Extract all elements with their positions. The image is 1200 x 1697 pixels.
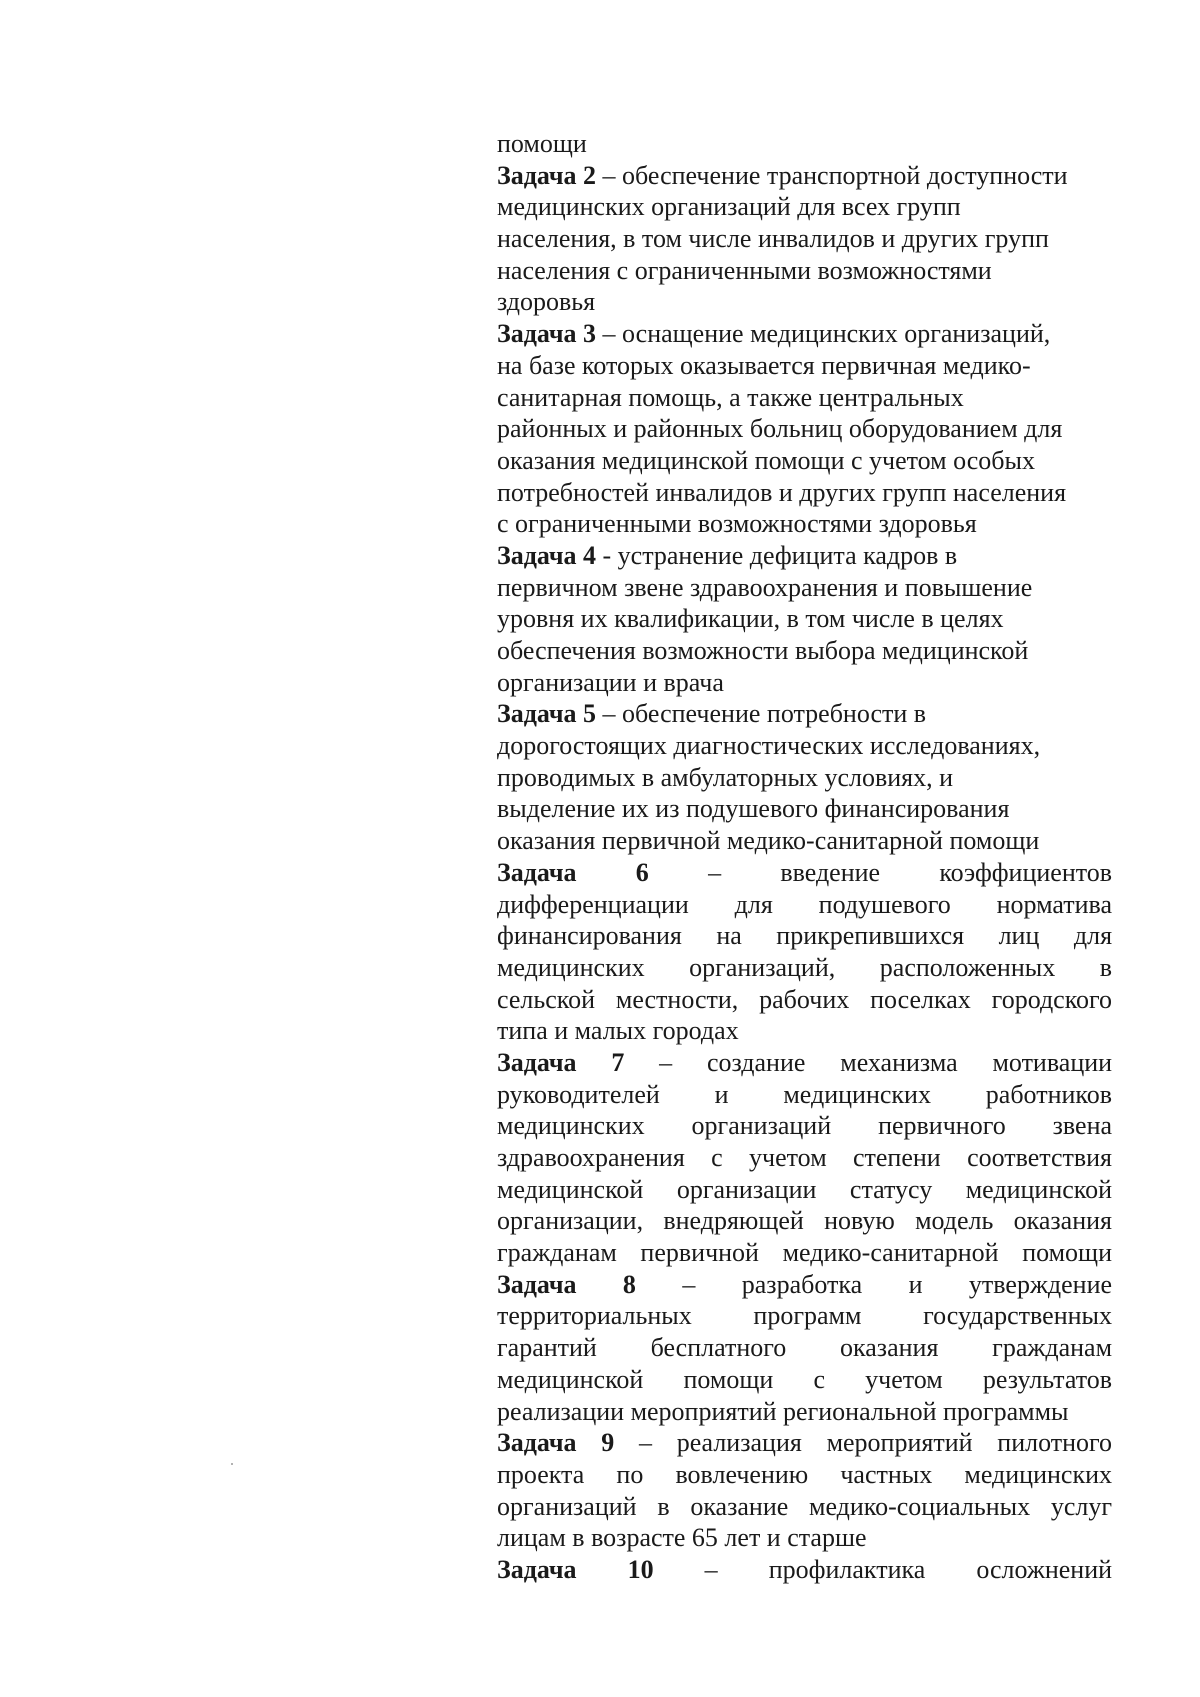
- word: –: [704, 1554, 718, 1584]
- text-line: [497, 1174, 1112, 1206]
- word: здравоохранения: [497, 1143, 685, 1172]
- document-text-column: [497, 128, 1112, 1586]
- text-line: [497, 1459, 1112, 1491]
- line-text: выделение их из подушевого финансирования: [497, 794, 1010, 824]
- line-text: районных и районных больниц оборудованием для: [497, 414, 1063, 444]
- task-label-word: 6: [635, 857, 649, 887]
- task-label: Задача 5: [497, 699, 596, 729]
- word: звена: [1052, 1111, 1112, 1141]
- text-line: [497, 350, 1112, 382]
- line-text: – обеспечение транспортной доступности: [596, 160, 1068, 190]
- text-line: [497, 191, 1112, 223]
- word: –: [708, 857, 722, 887]
- word: подушевого: [818, 889, 951, 919]
- text-line: [497, 762, 1112, 794]
- word: медико-санитарной: [782, 1238, 999, 1268]
- word: государственных: [923, 1301, 1112, 1331]
- line-text: помощи: [497, 129, 587, 158]
- word: для: [1073, 921, 1112, 951]
- text-line: [497, 920, 1112, 952]
- text-line: [497, 445, 1112, 477]
- word: механизма: [840, 1047, 958, 1077]
- word: прикрепившихся: [776, 921, 965, 951]
- word: медицинских: [783, 1079, 931, 1109]
- word: норматива: [996, 889, 1112, 919]
- text-line: [497, 1269, 1112, 1301]
- line-text: проводимых в амбулаторных условиях, и: [497, 762, 954, 792]
- line-text: типа и малых городах: [497, 1016, 739, 1046]
- line-text: – обеспечение потребности в: [596, 699, 927, 729]
- text-line: [497, 318, 1112, 350]
- word: создание: [706, 1047, 806, 1077]
- word: дифференциации: [497, 889, 689, 919]
- text-line: [497, 984, 1112, 1016]
- word: –: [682, 1269, 696, 1299]
- word: степени: [852, 1143, 941, 1172]
- text-line: [497, 540, 1112, 572]
- word: медицинских: [497, 952, 645, 982]
- text-line: [497, 1015, 1112, 1047]
- word: программ: [753, 1301, 862, 1331]
- word: организаций: [497, 1491, 637, 1521]
- word: учетом: [865, 1364, 943, 1394]
- line-text: населения с ограниченными возможностями: [497, 255, 992, 285]
- word: и: [908, 1269, 923, 1299]
- line-text: на базе которых оказывается первичная медико-: [497, 350, 1031, 380]
- word: расположенных: [879, 952, 1056, 982]
- line-text: – оснащение медицинских организаций,: [596, 319, 1051, 349]
- word: организаций: [691, 1111, 832, 1141]
- word: соответствия: [967, 1143, 1112, 1172]
- word: оказания: [1013, 1206, 1112, 1236]
- word: реализация: [676, 1428, 802, 1458]
- text-line: [497, 413, 1112, 445]
- scan-speck: [231, 1463, 233, 1465]
- text-line: [497, 603, 1112, 635]
- word: территориальных: [497, 1301, 692, 1331]
- text-line: [497, 128, 1112, 160]
- word: медицинских: [964, 1459, 1112, 1489]
- word: местности,: [615, 984, 739, 1014]
- word: коэффициентов: [939, 857, 1112, 887]
- text-line: [497, 572, 1112, 604]
- task-label: Задача 3: [497, 319, 596, 349]
- word: с: [813, 1364, 825, 1394]
- task-label-word: 10: [627, 1554, 654, 1584]
- word: помощи: [1022, 1238, 1112, 1268]
- word: медицинской: [497, 1174, 644, 1204]
- task-label-word: Задача: [497, 1554, 577, 1584]
- task-label: Задача 4: [497, 540, 596, 570]
- text-line: [497, 667, 1112, 699]
- word: мероприятий: [826, 1428, 973, 1458]
- word: поселках: [870, 984, 971, 1014]
- word: статусу: [849, 1174, 933, 1204]
- line-text: оказания первичной медико-санитарной помощи: [497, 826, 1040, 856]
- text-line: [497, 160, 1112, 192]
- text-line: [497, 1554, 1112, 1586]
- line-text: лицам в возрасте 65 лет и старше: [497, 1523, 867, 1553]
- line-text: с ограниченными возможностями здоровья: [497, 509, 977, 539]
- word: для: [734, 889, 773, 919]
- text-line: [497, 1300, 1112, 1332]
- text-line: [497, 825, 1112, 857]
- line-text: санитарная помощь, а также центральных: [497, 382, 964, 412]
- word: бесплатного: [650, 1333, 787, 1363]
- word: в: [657, 1491, 670, 1521]
- line-text: реализации мероприятий региональной программы: [497, 1396, 1069, 1426]
- word: –: [638, 1428, 652, 1458]
- task-label-word: Задача: [497, 1047, 577, 1077]
- word: финансирования: [497, 921, 682, 951]
- word: организации: [676, 1174, 817, 1204]
- word: лиц: [998, 921, 1040, 951]
- line-text: первичном звене здравоохранения и повышение: [497, 572, 1033, 602]
- word: утверждение: [968, 1269, 1112, 1299]
- word: гражданам: [497, 1238, 617, 1268]
- text-line: [497, 635, 1112, 667]
- task-label-word: Задача: [497, 857, 577, 887]
- text-line: [497, 1142, 1112, 1174]
- text-line: [497, 477, 1112, 509]
- word: медицинской: [497, 1364, 644, 1394]
- word: пилотного: [997, 1428, 1112, 1458]
- text-line: [497, 286, 1112, 318]
- word: на: [716, 921, 742, 951]
- word: учетом: [749, 1143, 827, 1172]
- line-text: организации и врача: [497, 667, 724, 697]
- word: первичной: [640, 1238, 759, 1268]
- word: по: [616, 1459, 644, 1489]
- word: частных: [840, 1459, 933, 1489]
- text-line: [497, 1079, 1112, 1111]
- text-line: [497, 889, 1112, 921]
- word: мотивации: [992, 1047, 1112, 1077]
- text-line: [497, 255, 1112, 287]
- text-line: [497, 1205, 1112, 1237]
- word: результатов: [982, 1364, 1112, 1394]
- line-text: - устранение дефицита кадров в: [596, 540, 958, 570]
- task-label-word: Задача: [497, 1269, 577, 1299]
- text-line: [497, 1047, 1112, 1079]
- line-text: обеспечения возможности выбора медицинской: [497, 636, 1029, 665]
- text-line: [497, 730, 1112, 762]
- text-line: [497, 1332, 1112, 1364]
- text-line: [497, 1427, 1112, 1459]
- word: введение: [780, 857, 881, 887]
- word: проекта: [497, 1459, 585, 1489]
- task-label-word: 8: [622, 1269, 636, 1299]
- line-text: населения, в том числе инвалидов и других групп: [497, 224, 1049, 254]
- word: медико-социальных: [809, 1491, 1031, 1521]
- text-line: [497, 508, 1112, 540]
- word: модель: [915, 1206, 994, 1236]
- word: оказание: [690, 1491, 789, 1521]
- word: и: [714, 1079, 729, 1109]
- text-line: [497, 1237, 1112, 1269]
- word: осложнений: [976, 1554, 1112, 1584]
- word: гражданам: [992, 1333, 1112, 1363]
- text-line: [497, 857, 1112, 889]
- line-text: дорогостоящих диагностических исследованиях,: [497, 731, 1041, 761]
- word: –: [659, 1047, 673, 1077]
- word: помощи: [683, 1364, 774, 1394]
- text-line: [497, 223, 1112, 255]
- word: работников: [985, 1079, 1112, 1109]
- text-line: [497, 698, 1112, 730]
- task-label-word: Задача: [497, 1428, 577, 1458]
- word: медицинской: [965, 1174, 1112, 1204]
- word: гарантий: [497, 1333, 597, 1363]
- line-text: оказания медицинской помощи с учетом особых: [497, 445, 1036, 475]
- word: разработка: [741, 1269, 863, 1299]
- word: с: [711, 1143, 723, 1172]
- word: профилактика: [768, 1554, 926, 1584]
- word: вовлечению: [675, 1459, 809, 1489]
- line-text: медицинских организаций для всех групп: [497, 192, 961, 222]
- text-line: [497, 1522, 1112, 1554]
- task-label: Задача 2: [497, 160, 596, 190]
- word: в: [1099, 952, 1112, 982]
- word: новую: [824, 1206, 895, 1236]
- word: организации,: [497, 1206, 644, 1236]
- word: первичного: [878, 1111, 1006, 1141]
- text-line: [497, 952, 1112, 984]
- word: оказания: [840, 1333, 939, 1363]
- text-line: [497, 1110, 1112, 1142]
- text-line: [497, 793, 1112, 825]
- text-line: [497, 382, 1112, 414]
- text-line: [497, 1364, 1112, 1396]
- word: руководителей: [497, 1079, 660, 1109]
- task-label-word: 9: [601, 1428, 615, 1458]
- word: рабочих: [759, 984, 850, 1014]
- word: сельской: [497, 984, 595, 1014]
- word: медицинских: [497, 1111, 645, 1141]
- line-text: здоровья: [497, 287, 596, 317]
- word: организаций,: [689, 952, 836, 982]
- word: услуг: [1050, 1491, 1112, 1521]
- text-line: [497, 1491, 1112, 1523]
- task-label-word: 7: [611, 1047, 625, 1077]
- line-text: потребностей инвалидов и других групп населения: [497, 477, 1067, 507]
- word: внедряющей: [663, 1206, 804, 1236]
- line-text: уровня их квалификации, в том числе в целях: [497, 604, 1004, 634]
- text-line: [497, 1396, 1112, 1428]
- word: городского: [991, 984, 1112, 1014]
